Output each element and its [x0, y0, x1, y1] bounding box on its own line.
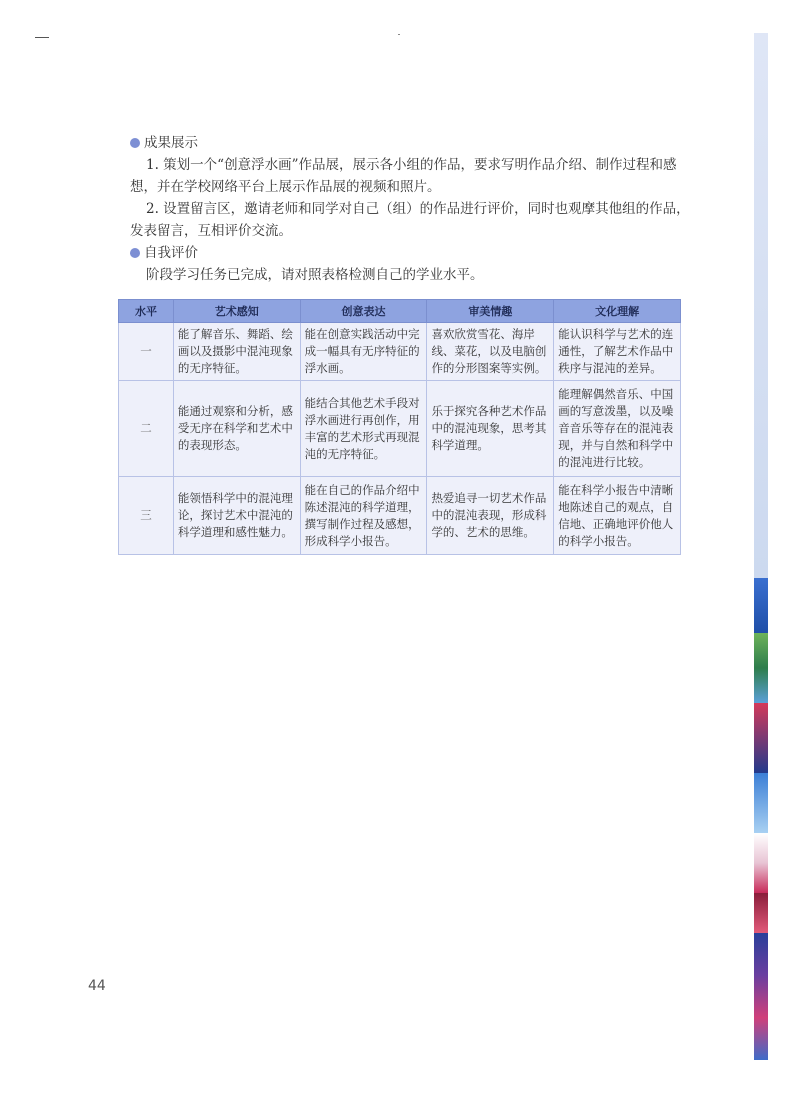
table-cell: 能通过观察和分析，感受无序在科学和艺术中的表现形态。: [173, 381, 300, 477]
paragraph: 阶段学习任务已完成，请对照表格检测自己的学业水平。: [146, 267, 484, 283]
edge-segment: [754, 578, 768, 633]
level-cell: 三: [119, 477, 174, 555]
table-row: [119, 323, 681, 381]
table-cell: 喜欢欣赏雪花、海岸线、菜花，以及电脑创作的分形图案等实例。: [427, 323, 554, 381]
edge-segment: [754, 773, 768, 833]
level-cell: 二: [119, 381, 174, 477]
header-art-perception: 艺术感知: [173, 300, 300, 323]
level-cell: 一: [119, 323, 174, 381]
table-cell: 能领悟科学中的混沌理论，探讨艺术中混沌的科学道理和感性魅力。: [173, 477, 300, 555]
table-row: [119, 477, 681, 555]
edge-segment: [754, 893, 768, 933]
header-creative-expression: 创意表达: [300, 300, 427, 323]
page-number: 44: [88, 978, 106, 994]
table-cell: 热爱追寻一切艺术作品中的混沌表现，形成科学的、艺术的思维。: [427, 477, 554, 555]
bullet-dot-icon: [130, 138, 140, 148]
section-heading-results: [130, 132, 690, 154]
paragraph: 1. 策划一个“创意浮水画”作品展，展示各小组的作品，要求写明作品介绍、制作过程和感想，并在学校网络平台上展示作品展的视频和照片。: [130, 157, 677, 195]
table-cell: 乐于探究各种艺术作品中的混沌现象，思考其科学道理。: [427, 381, 554, 477]
edge-segment: [754, 933, 768, 1060]
section-title: 自我评价: [144, 245, 198, 261]
paragraph: 2. 设置留言区，邀请老师和同学对自己（组）的作品进行评价，同时也观摩其他组的作品，发表留言，互相评价交流。: [130, 201, 690, 239]
table-cell: 能在科学小报告中清晰地陈述自己的观点，自信地、正确地评价他人的科学小报告。: [554, 477, 681, 555]
table-cell: 能结合其他艺术手段对浮水画进行再创作，用丰富的艺术形式再现混沌的无序特征。: [300, 381, 427, 477]
table-cell: 能在创意实践活动中完成一幅具有无序特征的浮水画。: [300, 323, 427, 381]
edge-segment: [754, 33, 768, 578]
table-row: [119, 381, 681, 477]
table-cell: 能了解音乐、舞蹈、绘画以及摄影中混沌现象的无序特征。: [173, 323, 300, 381]
header-cultural-understanding: 文化理解: [554, 300, 681, 323]
decorative-edge-strip: [754, 33, 768, 1060]
header-level: 水平: [119, 300, 174, 323]
edge-segment: [754, 703, 768, 773]
crop-mark-center: [398, 34, 400, 35]
bullet-dot-icon: [130, 248, 140, 258]
table-cell: 能理解偶然音乐、中国画的写意泼墨，以及噪音音乐等存在的混沌表现，并与自然和科学中的混沌进行比较。: [554, 381, 681, 477]
section-title: 成果展示: [144, 135, 198, 151]
edge-segment: [754, 833, 768, 893]
table-header-row: [119, 300, 681, 323]
assessment-table: [118, 299, 681, 555]
edge-segment: [754, 633, 768, 703]
header-aesthetic-interest: 审美情趣: [427, 300, 554, 323]
section-heading-self-assessment: [130, 242, 690, 264]
table-cell: 能在自己的作品介绍中陈述混沌的科学道理，撰写制作过程及感想，形成科学小报告。: [300, 477, 427, 555]
table-cell: 能认识科学与艺术的连通性，了解艺术作品中秩序与混沌的差异。: [554, 323, 681, 381]
crop-mark-left: [35, 37, 49, 38]
page-body: [130, 132, 690, 286]
